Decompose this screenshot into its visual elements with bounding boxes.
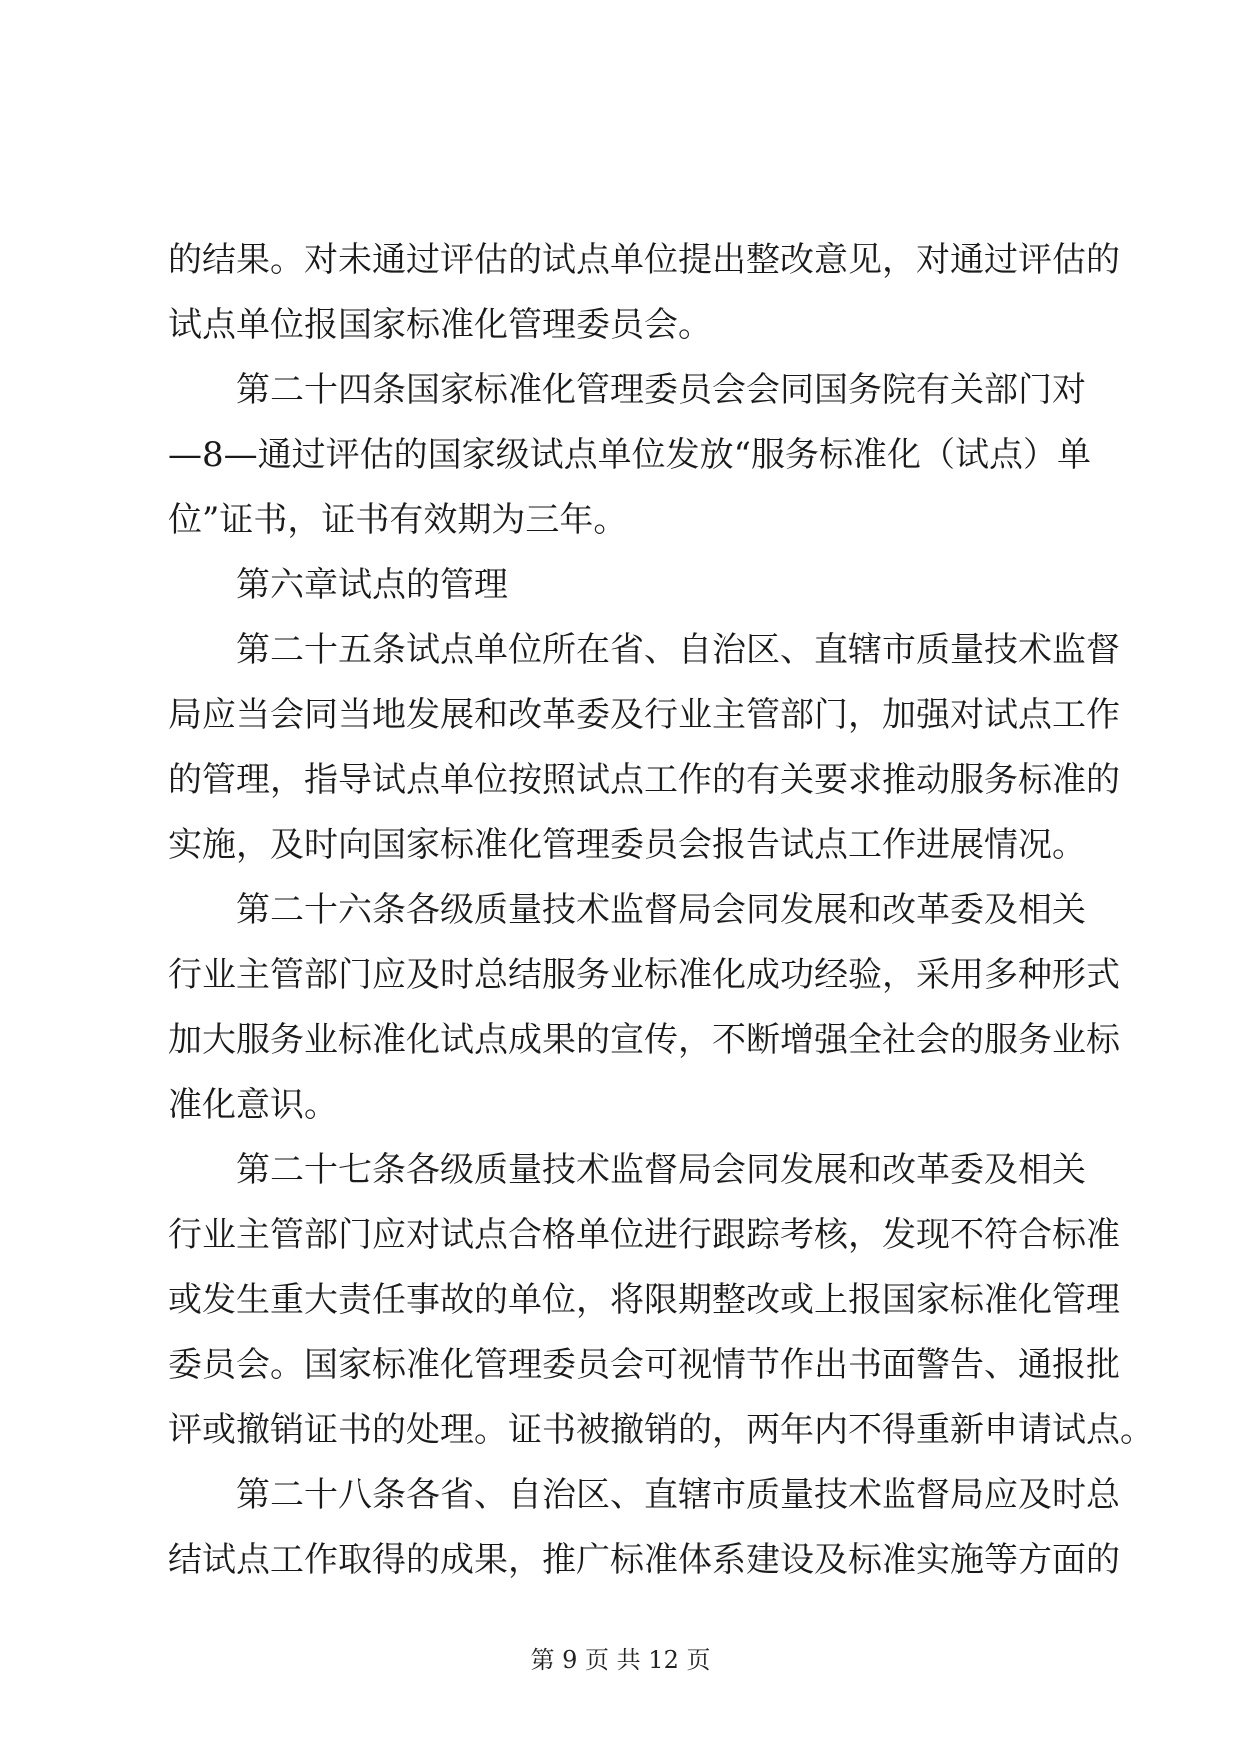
text-line: 第二十七条各级质量技术监督局会同发展和改革委及相关: [236, 1150, 1086, 1190]
text-line: 委员会。国家标准化管理委员会可视情节作出书面警告、通报批: [168, 1345, 1120, 1385]
text-line: 局应当会同当地发展和改革委及行业主管部门，加强对试点工作: [168, 695, 1120, 735]
text-line: 行业主管部门应及时总结服务业标准化成功经验，采用多种形式: [168, 955, 1120, 995]
text-line: 结试点工作取得的成果，推广标准体系建设及标准实施等方面的: [168, 1540, 1120, 1580]
text-line: 第二十五条试点单位所在省、自治区、直辖市质量技术监督: [236, 630, 1120, 670]
document-body: [168, 228, 1154, 1593]
text-line: 第二十八条各省、自治区、直辖市质量技术监督局应及时总: [236, 1475, 1120, 1515]
text-line: 或发生重大责任事故的单位，将限期整改或上报国家标准化管理: [168, 1280, 1120, 1320]
text-line: 位”证书，证书有效期为三年。: [168, 500, 628, 540]
page-footer: 第 9 页 共 12 页: [530, 1646, 711, 1674]
text-line: 试点单位报国家标准化管理委员会。: [168, 305, 712, 345]
text-line: 准化意识。: [168, 1085, 338, 1125]
text-line: 第二十四条国家标准化管理委员会会同国务院有关部门对: [236, 370, 1086, 410]
text-line: 评或撤销证书的处理。证书被撤销的，两年内不得重新申请试点。: [168, 1410, 1154, 1450]
text-line: —8—通过评估的国家级试点单位发放“服务标准化（试点）单: [168, 435, 1092, 475]
text-line: 第二十六条各级质量技术监督局会同发展和改革委及相关: [236, 890, 1086, 930]
text-line: 的结果。对未通过评估的试点单位提出整改意见，对通过评估的: [168, 240, 1120, 280]
text-line: 行业主管部门应对试点合格单位进行跟踪考核，发现不符合标准: [168, 1215, 1120, 1255]
text-line: 第六章试点的管理: [236, 565, 508, 605]
text-line: 的管理，指导试点单位按照试点工作的有关要求推动服务标准的: [168, 760, 1120, 800]
text-line: 实施，及时向国家标准化管理委员会报告试点工作进展情况。: [168, 825, 1086, 865]
text-line: 加大服务业标准化试点成果的宣传，不断增强全社会的服务业标: [168, 1020, 1120, 1060]
